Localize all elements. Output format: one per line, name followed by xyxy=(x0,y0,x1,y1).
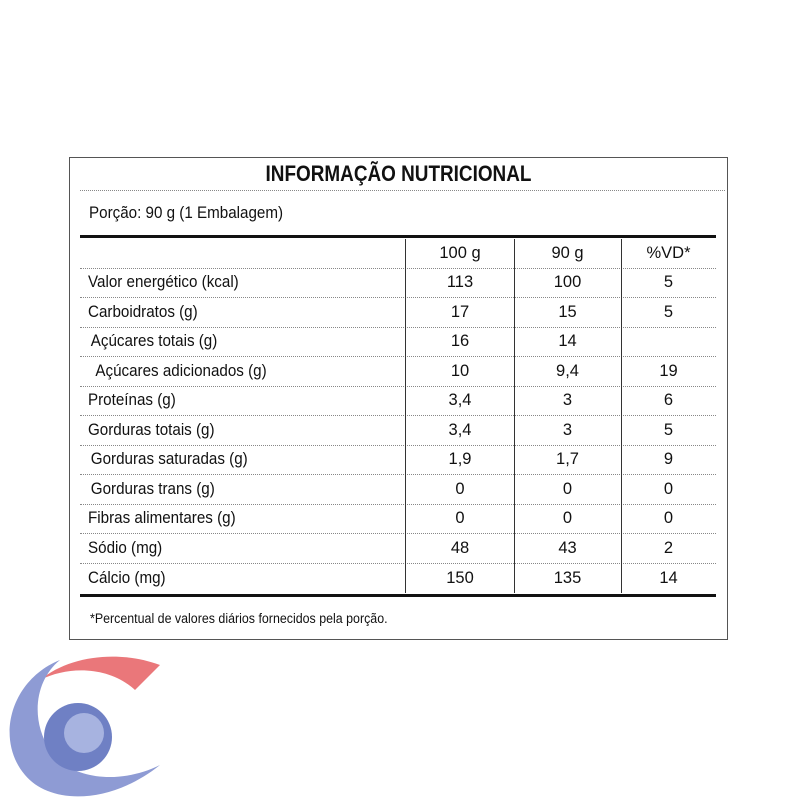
nutrition-table xyxy=(80,239,716,593)
value-vd: 5 xyxy=(663,420,674,439)
divider xyxy=(80,190,725,191)
value-90g: 100 xyxy=(553,273,582,292)
nutrition-facts-panel xyxy=(69,157,728,640)
nutrient-name xyxy=(88,505,408,534)
value-90g: 15 xyxy=(558,302,577,321)
nutrient-label: Gorduras trans (g) xyxy=(90,479,215,498)
thick-divider-bottom xyxy=(80,594,716,597)
nutrient-name xyxy=(88,534,408,563)
nutrient-name xyxy=(88,387,408,416)
nutrient-label: Açúcares adicionados (g) xyxy=(95,361,267,380)
value-90g: 1,7 xyxy=(556,450,579,469)
nutrient-label: Fibras alimentares (g) xyxy=(88,509,236,528)
value-100g: 17 xyxy=(450,302,470,321)
nutrient-name xyxy=(88,564,408,594)
value-vd: 14 xyxy=(659,568,678,587)
value-100g: 0 xyxy=(455,479,465,498)
value-vd: 19 xyxy=(659,361,678,380)
value-90g: 0 xyxy=(562,509,573,528)
value-90g: 9,4 xyxy=(556,361,579,380)
portion-text: Porção: 90 g (1 Embalagem) xyxy=(89,204,284,222)
nutrition-title: INFORMAÇÃO NUTRICIONAL xyxy=(265,161,532,186)
value-100g: 48 xyxy=(450,538,470,557)
value-vd: 0 xyxy=(663,479,674,498)
nutrient-name xyxy=(88,475,408,504)
thick-divider xyxy=(80,235,716,238)
nutrient-label: Cálcio (mg) xyxy=(88,568,166,587)
header-90g: 90 g xyxy=(551,243,584,262)
value-100g: 113 xyxy=(446,273,474,292)
value-100g: 1,9 xyxy=(448,450,472,469)
value-90g: 43 xyxy=(558,538,577,557)
value-vd: 5 xyxy=(663,273,674,292)
value-vd: 0 xyxy=(663,509,674,528)
header-vd: %VD* xyxy=(646,243,691,262)
column-divider xyxy=(621,239,622,593)
nutrient-label: Sódio (mg) xyxy=(88,538,163,557)
value-90g: 135 xyxy=(553,568,582,587)
value-vd: 5 xyxy=(663,302,674,321)
value-90g: 3 xyxy=(562,391,573,410)
value-100g: 3,4 xyxy=(448,391,472,410)
value-90g: 3 xyxy=(562,420,573,439)
value-100g: 3,4 xyxy=(448,420,472,439)
value-100g: 10 xyxy=(450,361,470,380)
nutrient-label: Açúcares totais (g) xyxy=(90,332,218,351)
value-vd xyxy=(621,328,716,357)
nutrient-name xyxy=(88,446,408,475)
value-vd: 9 xyxy=(663,450,674,469)
column-divider xyxy=(405,239,406,593)
nutrient-name xyxy=(88,357,408,386)
value-90g: 14 xyxy=(558,332,577,351)
column-divider xyxy=(514,239,515,593)
brand-c-logo-icon xyxy=(0,655,170,800)
nutrient-label: Valor energético (kcal) xyxy=(88,273,239,292)
value-100g: 150 xyxy=(446,568,474,587)
value-90g: 0 xyxy=(562,479,573,498)
value-vd: 2 xyxy=(663,538,674,557)
nutrient-label: Carboidratos (g) xyxy=(88,302,198,321)
nutrient-label: Gorduras saturadas (g) xyxy=(90,450,248,469)
footnote: *Percentual de valores diários fornecidos pela porção. xyxy=(90,611,388,626)
value-vd: 6 xyxy=(663,391,674,410)
nutrient-name xyxy=(88,298,408,327)
nutrient-name xyxy=(88,328,408,357)
header-100g: 100 g xyxy=(439,243,481,262)
nutrient-name xyxy=(88,269,408,298)
nutrient-name xyxy=(88,416,408,445)
nutrient-label: Proteínas (g) xyxy=(88,391,176,410)
value-100g: 16 xyxy=(450,332,470,351)
nutrient-label: Gorduras totais (g) xyxy=(88,420,215,439)
value-100g: 0 xyxy=(455,509,465,528)
